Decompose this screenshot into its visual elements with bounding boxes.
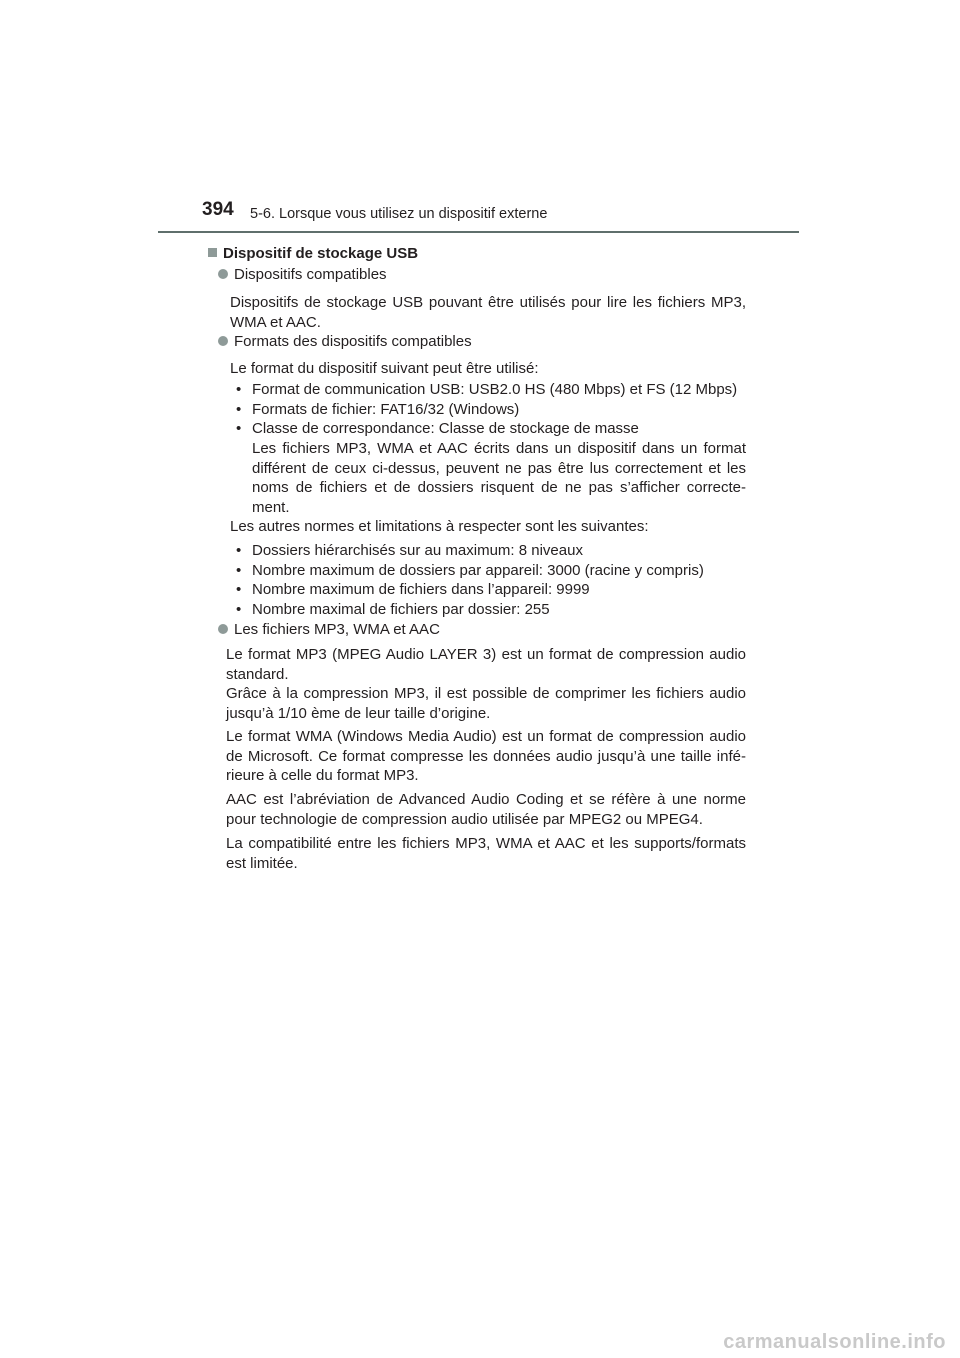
- limits-list: [230, 541, 746, 619]
- mp3-paragraph: Le format MP3 (MPEG Audio LAYER 3) est un format de compression audio standard.: [226, 646, 746, 683]
- aac-paragraph: AAC est l’abréviation de Advanced Audio Coding et se réfère à une norme pour technologie de compression audio utilisée par MPEG2 ou MPEG4.: [226, 791, 746, 828]
- list-item: • Formats de fichier: FAT16/32 (Windows): [230, 400, 746, 420]
- section-heading: [208, 244, 418, 264]
- compatible-devices-label: Dispositifs compatibles: [218, 265, 387, 285]
- list-item: • Format de communication USB: USB2.0 HS (480 Mbps) et FS (12 Mbps): [230, 380, 746, 400]
- format-note: Les fichiers MP3, WMA et AAC écrits dans un dispositif dans un format différent de ceux ci-dessus, peuvent ne pas être lus correctement et les noms de fichiers et de dossiers risquent de ne pas s’afficher correcte- ment.: [252, 440, 746, 516]
- formats-label: Formats des dispositifs compatibles: [218, 332, 472, 352]
- section-heading-text: Dispositif de stockage USB: [223, 245, 419, 262]
- circle-bullet-icon: [218, 336, 228, 346]
- watermark: carmanualsonline.info: [723, 1331, 946, 1353]
- page-header: [0, 0, 960, 240]
- compatible-devices-text: Dispositifs de stockage USB pouvant être utilisés pour lire les fichiers MP3, WMA et AAC.: [230, 294, 746, 331]
- circle-bullet-icon: [218, 624, 228, 634]
- square-bullet-icon: [208, 248, 217, 257]
- limits-intro: Les autres normes et limitations à respecter sont les suivantes:: [230, 518, 649, 535]
- formats-intro: Le format du dispositif suivant peut être utilisé:: [230, 360, 539, 377]
- header-divider: [158, 231, 799, 233]
- format-list: [230, 380, 746, 439]
- mp3-compression-paragraph: Grâce à la compression MP3, il est possible de comprimer les fichiers audio jusqu’à 1/10 ème de leur taille d’origine.: [226, 685, 746, 722]
- audio-files-label: Les fichiers MP3, WMA et AAC: [218, 620, 440, 640]
- list-item: • Dossiers hiérarchisés sur au maximum: 8 niveaux: [230, 541, 746, 561]
- section-title: 5-6. Lorsque vous utilisez un dispositif externe: [250, 206, 548, 222]
- compatibility-paragraph: La compatibilité entre les fichiers MP3, WMA et AAC et les supports/formats est limitée.: [226, 835, 746, 872]
- page-number: 394: [202, 199, 234, 220]
- list-item: • Nombre maximum de dossiers par appareil: 3000 (racine y compris): [230, 561, 746, 581]
- list-item: • Nombre maximum de fichiers dans l’appareil: 9999: [230, 580, 746, 600]
- circle-bullet-icon: [218, 269, 228, 279]
- list-item: • Classe de correspondance: Classe de stockage de masse: [230, 419, 746, 439]
- list-item: • Nombre maximal de fichiers par dossier: 255: [230, 600, 746, 620]
- wma-paragraph: Le format WMA (Windows Media Audio) est un format de compression audio de Microsoft. Ce format compresse les données audio jusqu’à une taille infé- rieure à celle du format MP3.: [226, 728, 746, 785]
